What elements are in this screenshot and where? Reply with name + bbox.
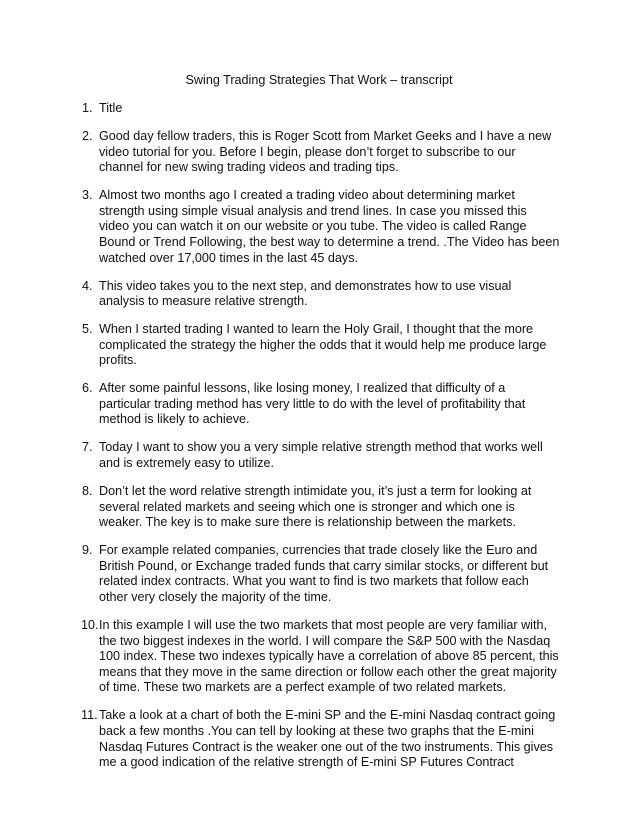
document-title: Swing Trading Strategies That Work – transcript [185, 73, 453, 87]
item-number: 7. [82, 440, 93, 455]
list-item [82, 322, 560, 369]
item-number: 11. [81, 708, 98, 723]
item-text: Title [99, 101, 123, 115]
item-number: 3. [82, 188, 93, 203]
list-item [82, 708, 560, 770]
list-item [82, 188, 560, 266]
list-item [82, 381, 560, 428]
item-text: Take a look at a chart of both the E-mini SP and the E-mini Nasdaq contract going back a few months .You can tell by looking at these two graphs that the E-mini Nasdaq Futures Contract is the weaker one out of the two instruments. This gives me a good indication of the relative strength of E-mini SP Futures Contract [99, 708, 556, 770]
list-item [82, 101, 560, 117]
item-text: Almost two months ago I created a trading video about determining market strength using simple visual analysis and trend lines. In case you missed this video you can watch it on our website or you tube. The video is called Range Bound or Trend Following, the best way to determine a trend. .The Video has been watched over 17,000 times in the last 45 days. [99, 188, 560, 265]
item-number: 1. [82, 101, 93, 115]
item-number: 2. [82, 128, 93, 143]
transcript-list [82, 101, 560, 783]
list-item [82, 279, 560, 310]
item-number: 6. [82, 381, 93, 396]
item-number: 10. [81, 617, 99, 632]
item-text: When I started trading I wanted to learn the Holy Grail, I thought that the more complicated the strategy the higher the odds that it would help me produce large profits. [99, 322, 547, 368]
item-text: Good day fellow traders, this is Roger Scott from Market Geeks and I have a new video tutorial for you. Before I begin, please don’t forget to subscribe to our channel for new swing trading videos and trading tips. [99, 128, 552, 175]
item-number: 4. [82, 278, 93, 293]
list-item [82, 129, 560, 176]
item-number: 9. [82, 543, 93, 558]
list-item [82, 618, 560, 696]
item-text: After some painful lessons, like losing money, I realized that difficulty of a particular trading method has very little to do with the level of profitability that method is likely to achieve. [99, 381, 526, 427]
item-number: 5. [82, 322, 93, 337]
item-text: In this example I will use the two markets that most people are very familiar with, the two biggest indexes in the world. I will compare the S&P 500 with the Nasdaq 100 index. These two indexes typically have a correlation of above 85 percent, this means that they move in the same direction or follow each other the great majority of time. These two markets are a perfect example of two related markets. [99, 617, 559, 695]
list-item [82, 543, 560, 605]
item-text: For example related companies, currencies that trade closely like the Euro and British Pound, or Exchange traded funds that carry similar stocks, or different but related index contracts. What you want to find is two markets that follow each other very closely the majority of the time. [99, 543, 549, 604]
list-item [82, 440, 560, 471]
list-item [82, 484, 560, 531]
item-text: Don’t let the word relative strength intimidate you, it’s just a term for looking at several related markets and seeing which one is stronger and which one is weaker. The key is to make sure there is relationship between the markets. [99, 484, 532, 530]
item-text: This video takes you to the next step, and demonstrates how to use visual analysis to measure relative strength. [99, 278, 512, 309]
item-number: 8. [82, 484, 93, 499]
item-text: Today I want to show you a very simple relative strength method that works well and is extremely easy to utilize. [99, 440, 543, 471]
